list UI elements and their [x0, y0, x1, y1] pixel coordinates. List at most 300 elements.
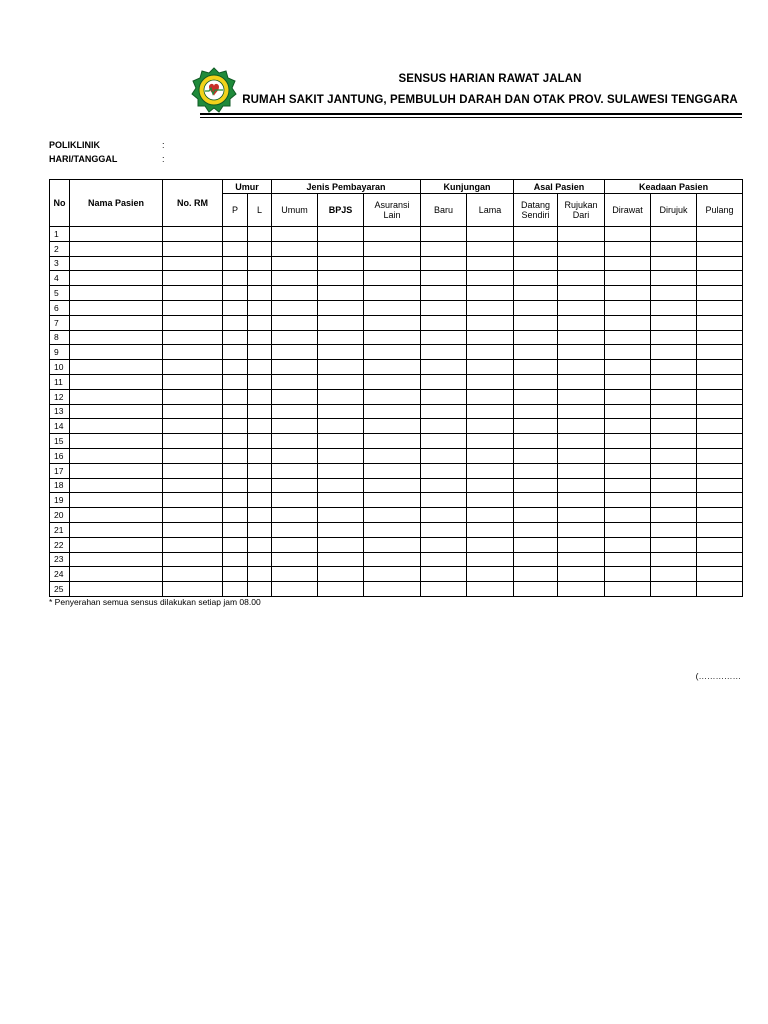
lama-cell[interactable]: [467, 404, 514, 419]
nama-pasien-cell[interactable]: [70, 567, 163, 582]
p-cell[interactable]: [223, 537, 248, 552]
no-rm-cell[interactable]: [163, 448, 223, 463]
dirujuk-cell[interactable]: [651, 537, 697, 552]
pulang-cell[interactable]: [697, 478, 743, 493]
lama-cell[interactable]: [467, 522, 514, 537]
pulang-cell[interactable]: [697, 567, 743, 582]
dirujuk-cell[interactable]: [651, 286, 697, 301]
l-cell[interactable]: [248, 463, 272, 478]
p-cell[interactable]: [223, 448, 248, 463]
baru-cell[interactable]: [421, 389, 467, 404]
no-rm-cell[interactable]: [163, 389, 223, 404]
nama-pasien-cell[interactable]: [70, 508, 163, 523]
nama-pasien-cell[interactable]: [70, 345, 163, 360]
p-cell[interactable]: [223, 315, 248, 330]
rujukan-dari-cell[interactable]: [558, 227, 605, 242]
nama-pasien-cell[interactable]: [70, 434, 163, 449]
no-rm-cell[interactable]: [163, 463, 223, 478]
asuransi-lain-cell[interactable]: [364, 448, 421, 463]
datang-sendiri-cell[interactable]: [514, 478, 558, 493]
no-rm-cell[interactable]: [163, 241, 223, 256]
baru-cell[interactable]: [421, 552, 467, 567]
dirujuk-cell[interactable]: [651, 389, 697, 404]
pulang-cell[interactable]: [697, 493, 743, 508]
asuransi-lain-cell[interactable]: [364, 286, 421, 301]
no-rm-cell[interactable]: [163, 582, 223, 597]
rujukan-dari-cell[interactable]: [558, 508, 605, 523]
asuransi-lain-cell[interactable]: [364, 463, 421, 478]
bpjs-cell[interactable]: [318, 582, 364, 597]
umum-cell[interactable]: [272, 434, 318, 449]
nama-pasien-cell[interactable]: [70, 374, 163, 389]
no-rm-cell[interactable]: [163, 300, 223, 315]
dirujuk-cell[interactable]: [651, 227, 697, 242]
no-rm-cell[interactable]: [163, 434, 223, 449]
rujukan-dari-cell[interactable]: [558, 478, 605, 493]
datang-sendiri-cell[interactable]: [514, 345, 558, 360]
dirawat-cell[interactable]: [605, 552, 651, 567]
p-cell[interactable]: [223, 374, 248, 389]
baru-cell[interactable]: [421, 463, 467, 478]
no-rm-cell[interactable]: [163, 256, 223, 271]
bpjs-cell[interactable]: [318, 300, 364, 315]
datang-sendiri-cell[interactable]: [514, 448, 558, 463]
asuransi-lain-cell[interactable]: [364, 478, 421, 493]
lama-cell[interactable]: [467, 315, 514, 330]
baru-cell[interactable]: [421, 478, 467, 493]
lama-cell[interactable]: [467, 345, 514, 360]
dirawat-cell[interactable]: [605, 315, 651, 330]
l-cell[interactable]: [248, 315, 272, 330]
asuransi-lain-cell[interactable]: [364, 345, 421, 360]
p-cell[interactable]: [223, 463, 248, 478]
nama-pasien-cell[interactable]: [70, 227, 163, 242]
umum-cell[interactable]: [272, 567, 318, 582]
datang-sendiri-cell[interactable]: [514, 419, 558, 434]
dirawat-cell[interactable]: [605, 493, 651, 508]
dirawat-cell[interactable]: [605, 582, 651, 597]
rujukan-dari-cell[interactable]: [558, 374, 605, 389]
nama-pasien-cell[interactable]: [70, 241, 163, 256]
datang-sendiri-cell[interactable]: [514, 227, 558, 242]
umum-cell[interactable]: [272, 315, 318, 330]
rujukan-dari-cell[interactable]: [558, 537, 605, 552]
umum-cell[interactable]: [272, 404, 318, 419]
lama-cell[interactable]: [467, 448, 514, 463]
no-rm-cell[interactable]: [163, 493, 223, 508]
l-cell[interactable]: [248, 256, 272, 271]
nama-pasien-cell[interactable]: [70, 300, 163, 315]
nama-pasien-cell[interactable]: [70, 582, 163, 597]
l-cell[interactable]: [248, 286, 272, 301]
dirawat-cell[interactable]: [605, 478, 651, 493]
bpjs-cell[interactable]: [318, 463, 364, 478]
bpjs-cell[interactable]: [318, 227, 364, 242]
pulang-cell[interactable]: [697, 552, 743, 567]
umum-cell[interactable]: [272, 537, 318, 552]
l-cell[interactable]: [248, 522, 272, 537]
pulang-cell[interactable]: [697, 404, 743, 419]
pulang-cell[interactable]: [697, 315, 743, 330]
bpjs-cell[interactable]: [318, 315, 364, 330]
l-cell[interactable]: [248, 374, 272, 389]
baru-cell[interactable]: [421, 360, 467, 375]
umum-cell[interactable]: [272, 552, 318, 567]
nama-pasien-cell[interactable]: [70, 360, 163, 375]
asuransi-lain-cell[interactable]: [364, 256, 421, 271]
dirujuk-cell[interactable]: [651, 404, 697, 419]
nama-pasien-cell[interactable]: [70, 419, 163, 434]
l-cell[interactable]: [248, 478, 272, 493]
umum-cell[interactable]: [272, 582, 318, 597]
lama-cell[interactable]: [467, 537, 514, 552]
pulang-cell[interactable]: [697, 227, 743, 242]
p-cell[interactable]: [223, 522, 248, 537]
baru-cell[interactable]: [421, 522, 467, 537]
rujukan-dari-cell[interactable]: [558, 552, 605, 567]
asuransi-lain-cell[interactable]: [364, 315, 421, 330]
rujukan-dari-cell[interactable]: [558, 434, 605, 449]
asuransi-lain-cell[interactable]: [364, 567, 421, 582]
no-rm-cell[interactable]: [163, 360, 223, 375]
l-cell[interactable]: [248, 271, 272, 286]
bpjs-cell[interactable]: [318, 478, 364, 493]
no-rm-cell[interactable]: [163, 404, 223, 419]
pulang-cell[interactable]: [697, 463, 743, 478]
p-cell[interactable]: [223, 300, 248, 315]
dirujuk-cell[interactable]: [651, 493, 697, 508]
baru-cell[interactable]: [421, 582, 467, 597]
nama-pasien-cell[interactable]: [70, 256, 163, 271]
datang-sendiri-cell[interactable]: [514, 286, 558, 301]
asuransi-lain-cell[interactable]: [364, 582, 421, 597]
no-rm-cell[interactable]: [163, 537, 223, 552]
baru-cell[interactable]: [421, 286, 467, 301]
p-cell[interactable]: [223, 434, 248, 449]
pulang-cell[interactable]: [697, 508, 743, 523]
lama-cell[interactable]: [467, 552, 514, 567]
asuransi-lain-cell[interactable]: [364, 271, 421, 286]
dirujuk-cell[interactable]: [651, 522, 697, 537]
rujukan-dari-cell[interactable]: [558, 448, 605, 463]
baru-cell[interactable]: [421, 404, 467, 419]
lama-cell[interactable]: [467, 374, 514, 389]
datang-sendiri-cell[interactable]: [514, 508, 558, 523]
asuransi-lain-cell[interactable]: [364, 552, 421, 567]
pulang-cell[interactable]: [697, 374, 743, 389]
asuransi-lain-cell[interactable]: [364, 374, 421, 389]
lama-cell[interactable]: [467, 478, 514, 493]
no-rm-cell[interactable]: [163, 330, 223, 345]
asuransi-lain-cell[interactable]: [364, 227, 421, 242]
bpjs-cell[interactable]: [318, 493, 364, 508]
bpjs-cell[interactable]: [318, 508, 364, 523]
no-rm-cell[interactable]: [163, 478, 223, 493]
datang-sendiri-cell[interactable]: [514, 389, 558, 404]
p-cell[interactable]: [223, 404, 248, 419]
pulang-cell[interactable]: [697, 360, 743, 375]
rujukan-dari-cell[interactable]: [558, 241, 605, 256]
rujukan-dari-cell[interactable]: [558, 582, 605, 597]
no-rm-cell[interactable]: [163, 567, 223, 582]
dirawat-cell[interactable]: [605, 419, 651, 434]
bpjs-cell[interactable]: [318, 522, 364, 537]
umum-cell[interactable]: [272, 227, 318, 242]
dirawat-cell[interactable]: [605, 508, 651, 523]
lama-cell[interactable]: [467, 300, 514, 315]
pulang-cell[interactable]: [697, 389, 743, 404]
baru-cell[interactable]: [421, 419, 467, 434]
umum-cell[interactable]: [272, 389, 318, 404]
umum-cell[interactable]: [272, 463, 318, 478]
asuransi-lain-cell[interactable]: [364, 522, 421, 537]
dirawat-cell[interactable]: [605, 360, 651, 375]
nama-pasien-cell[interactable]: [70, 552, 163, 567]
nama-pasien-cell[interactable]: [70, 463, 163, 478]
umum-cell[interactable]: [272, 256, 318, 271]
baru-cell[interactable]: [421, 567, 467, 582]
l-cell[interactable]: [248, 493, 272, 508]
p-cell[interactable]: [223, 345, 248, 360]
p-cell[interactable]: [223, 493, 248, 508]
dirujuk-cell[interactable]: [651, 345, 697, 360]
baru-cell[interactable]: [421, 241, 467, 256]
asuransi-lain-cell[interactable]: [364, 360, 421, 375]
l-cell[interactable]: [248, 537, 272, 552]
datang-sendiri-cell[interactable]: [514, 300, 558, 315]
dirujuk-cell[interactable]: [651, 360, 697, 375]
pulang-cell[interactable]: [697, 271, 743, 286]
l-cell[interactable]: [248, 227, 272, 242]
datang-sendiri-cell[interactable]: [514, 256, 558, 271]
rujukan-dari-cell[interactable]: [558, 345, 605, 360]
no-rm-cell[interactable]: [163, 227, 223, 242]
dirujuk-cell[interactable]: [651, 300, 697, 315]
lama-cell[interactable]: [467, 256, 514, 271]
no-rm-cell[interactable]: [163, 271, 223, 286]
dirawat-cell[interactable]: [605, 389, 651, 404]
rujukan-dari-cell[interactable]: [558, 419, 605, 434]
l-cell[interactable]: [248, 419, 272, 434]
dirawat-cell[interactable]: [605, 241, 651, 256]
dirawat-cell[interactable]: [605, 448, 651, 463]
asuransi-lain-cell[interactable]: [364, 493, 421, 508]
lama-cell[interactable]: [467, 271, 514, 286]
baru-cell[interactable]: [421, 227, 467, 242]
dirujuk-cell[interactable]: [651, 374, 697, 389]
dirujuk-cell[interactable]: [651, 582, 697, 597]
dirawat-cell[interactable]: [605, 434, 651, 449]
pulang-cell[interactable]: [697, 537, 743, 552]
pulang-cell[interactable]: [697, 434, 743, 449]
rujukan-dari-cell[interactable]: [558, 271, 605, 286]
lama-cell[interactable]: [467, 567, 514, 582]
datang-sendiri-cell[interactable]: [514, 434, 558, 449]
l-cell[interactable]: [248, 448, 272, 463]
datang-sendiri-cell[interactable]: [514, 404, 558, 419]
no-rm-cell[interactable]: [163, 552, 223, 567]
pulang-cell[interactable]: [697, 286, 743, 301]
l-cell[interactable]: [248, 330, 272, 345]
rujukan-dari-cell[interactable]: [558, 300, 605, 315]
l-cell[interactable]: [248, 345, 272, 360]
p-cell[interactable]: [223, 271, 248, 286]
asuransi-lain-cell[interactable]: [364, 241, 421, 256]
pulang-cell[interactable]: [697, 256, 743, 271]
pulang-cell[interactable]: [697, 241, 743, 256]
bpjs-cell[interactable]: [318, 537, 364, 552]
lama-cell[interactable]: [467, 582, 514, 597]
p-cell[interactable]: [223, 508, 248, 523]
nama-pasien-cell[interactable]: [70, 330, 163, 345]
datang-sendiri-cell[interactable]: [514, 315, 558, 330]
dirawat-cell[interactable]: [605, 374, 651, 389]
nama-pasien-cell[interactable]: [70, 286, 163, 301]
dirujuk-cell[interactable]: [651, 567, 697, 582]
l-cell[interactable]: [248, 552, 272, 567]
rujukan-dari-cell[interactable]: [558, 256, 605, 271]
dirawat-cell[interactable]: [605, 463, 651, 478]
dirujuk-cell[interactable]: [651, 256, 697, 271]
baru-cell[interactable]: [421, 537, 467, 552]
bpjs-cell[interactable]: [318, 360, 364, 375]
rujukan-dari-cell[interactable]: [558, 286, 605, 301]
umum-cell[interactable]: [272, 419, 318, 434]
datang-sendiri-cell[interactable]: [514, 360, 558, 375]
l-cell[interactable]: [248, 567, 272, 582]
baru-cell[interactable]: [421, 300, 467, 315]
p-cell[interactable]: [223, 256, 248, 271]
pulang-cell[interactable]: [697, 582, 743, 597]
nama-pasien-cell[interactable]: [70, 448, 163, 463]
baru-cell[interactable]: [421, 374, 467, 389]
nama-pasien-cell[interactable]: [70, 537, 163, 552]
datang-sendiri-cell[interactable]: [514, 330, 558, 345]
dirujuk-cell[interactable]: [651, 434, 697, 449]
p-cell[interactable]: [223, 389, 248, 404]
l-cell[interactable]: [248, 360, 272, 375]
bpjs-cell[interactable]: [318, 434, 364, 449]
umum-cell[interactable]: [272, 300, 318, 315]
poliklinik-field[interactable]: [49, 140, 165, 150]
nama-pasien-cell[interactable]: [70, 478, 163, 493]
nama-pasien-cell[interactable]: [70, 493, 163, 508]
no-rm-cell[interactable]: [163, 286, 223, 301]
lama-cell[interactable]: [467, 360, 514, 375]
bpjs-cell[interactable]: [318, 256, 364, 271]
datang-sendiri-cell[interactable]: [514, 582, 558, 597]
baru-cell[interactable]: [421, 330, 467, 345]
nama-pasien-cell[interactable]: [70, 389, 163, 404]
baru-cell[interactable]: [421, 508, 467, 523]
pulang-cell[interactable]: [697, 300, 743, 315]
p-cell[interactable]: [223, 227, 248, 242]
baru-cell[interactable]: [421, 315, 467, 330]
p-cell[interactable]: [223, 567, 248, 582]
datang-sendiri-cell[interactable]: [514, 537, 558, 552]
datang-sendiri-cell[interactable]: [514, 463, 558, 478]
asuransi-lain-cell[interactable]: [364, 404, 421, 419]
p-cell[interactable]: [223, 419, 248, 434]
p-cell[interactable]: [223, 330, 248, 345]
dirujuk-cell[interactable]: [651, 315, 697, 330]
baru-cell[interactable]: [421, 493, 467, 508]
bpjs-cell[interactable]: [318, 448, 364, 463]
l-cell[interactable]: [248, 404, 272, 419]
dirawat-cell[interactable]: [605, 227, 651, 242]
p-cell[interactable]: [223, 552, 248, 567]
pulang-cell[interactable]: [697, 419, 743, 434]
l-cell[interactable]: [248, 582, 272, 597]
nama-pasien-cell[interactable]: [70, 522, 163, 537]
baru-cell[interactable]: [421, 256, 467, 271]
rujukan-dari-cell[interactable]: [558, 315, 605, 330]
dirujuk-cell[interactable]: [651, 330, 697, 345]
dirawat-cell[interactable]: [605, 256, 651, 271]
datang-sendiri-cell[interactable]: [514, 271, 558, 286]
dirujuk-cell[interactable]: [651, 271, 697, 286]
baru-cell[interactable]: [421, 345, 467, 360]
dirujuk-cell[interactable]: [651, 508, 697, 523]
no-rm-cell[interactable]: [163, 508, 223, 523]
p-cell[interactable]: [223, 478, 248, 493]
dirawat-cell[interactable]: [605, 330, 651, 345]
datang-sendiri-cell[interactable]: [514, 493, 558, 508]
pulang-cell[interactable]: [697, 522, 743, 537]
asuransi-lain-cell[interactable]: [364, 389, 421, 404]
umum-cell[interactable]: [272, 478, 318, 493]
bpjs-cell[interactable]: [318, 345, 364, 360]
lama-cell[interactable]: [467, 241, 514, 256]
rujukan-dari-cell[interactable]: [558, 389, 605, 404]
lama-cell[interactable]: [467, 227, 514, 242]
dirawat-cell[interactable]: [605, 345, 651, 360]
lama-cell[interactable]: [467, 463, 514, 478]
rujukan-dari-cell[interactable]: [558, 404, 605, 419]
rujukan-dari-cell[interactable]: [558, 567, 605, 582]
umum-cell[interactable]: [272, 374, 318, 389]
umum-cell[interactable]: [272, 522, 318, 537]
rujukan-dari-cell[interactable]: [558, 463, 605, 478]
bpjs-cell[interactable]: [318, 389, 364, 404]
p-cell[interactable]: [223, 360, 248, 375]
nama-pasien-cell[interactable]: [70, 404, 163, 419]
lama-cell[interactable]: [467, 493, 514, 508]
bpjs-cell[interactable]: [318, 374, 364, 389]
bpjs-cell[interactable]: [318, 404, 364, 419]
umum-cell[interactable]: [272, 330, 318, 345]
dirawat-cell[interactable]: [605, 522, 651, 537]
lama-cell[interactable]: [467, 434, 514, 449]
l-cell[interactable]: [248, 508, 272, 523]
pulang-cell[interactable]: [697, 448, 743, 463]
datang-sendiri-cell[interactable]: [514, 567, 558, 582]
asuransi-lain-cell[interactable]: [364, 330, 421, 345]
l-cell[interactable]: [248, 389, 272, 404]
dirujuk-cell[interactable]: [651, 463, 697, 478]
lama-cell[interactable]: [467, 286, 514, 301]
rujukan-dari-cell[interactable]: [558, 522, 605, 537]
dirujuk-cell[interactable]: [651, 448, 697, 463]
datang-sendiri-cell[interactable]: [514, 241, 558, 256]
p-cell[interactable]: [223, 582, 248, 597]
dirujuk-cell[interactable]: [651, 552, 697, 567]
no-rm-cell[interactable]: [163, 419, 223, 434]
dirawat-cell[interactable]: [605, 271, 651, 286]
dirujuk-cell[interactable]: [651, 241, 697, 256]
l-cell[interactable]: [248, 434, 272, 449]
asuransi-lain-cell[interactable]: [364, 434, 421, 449]
